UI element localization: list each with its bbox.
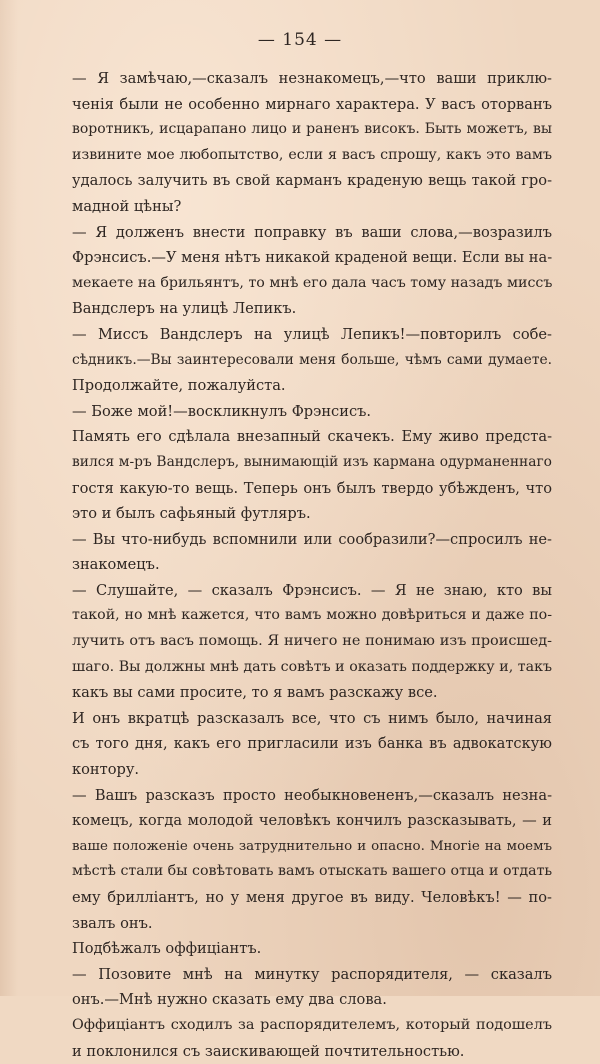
text-line: контору.	[72, 761, 140, 779]
text-line: гостя какую-то вещь. Теперь онъ былъ твердо убѣжденъ, что	[72, 479, 552, 497]
text-line: съ того дня, какъ его пригласили изъ банка въ адвокатскую	[72, 735, 552, 753]
text-line: — Я замѣчаю,—сказалъ незнакомецъ,—что ваши приклю-	[72, 70, 552, 87]
text-line: извините мое любопытство, если я васъ спрошу, какъ это вамъ	[72, 146, 552, 163]
text-line: Продолжайте, пожалуйста.	[72, 377, 286, 395]
text-line: онъ.—Мнѣ нужно сказать ему два слова.	[72, 991, 387, 1009]
text-line: мадной цѣны?	[72, 197, 182, 215]
text-line: воротникъ, исцарапано лицо и раненъ високъ. Быть можетъ, вы	[72, 121, 552, 138]
page-number: — 154 —	[257, 30, 343, 50]
text-line: — Вы что-нибудь вспомнили или сообразили?—спросилъ не-	[72, 530, 552, 548]
text-line: лучить отъ васъ помощь. Я ничего не понимаю изъ происшед-	[72, 633, 552, 650]
text-line: Память его сдѣлала внезапный скачекъ. Ему живо предста-	[72, 428, 552, 446]
text-line: — Вашъ разсказъ просто необыкновененъ,—сказалъ незна-	[72, 786, 552, 804]
text-line: — Слушайте, — сказалъ Фрэнсисъ. — Я не знаю, кто вы	[72, 581, 552, 599]
text-line: сѣдникъ.—Вы заинтересовали меня больше, чѣмъ сами думаете.	[72, 351, 552, 368]
text-line: Фрэнсисъ.—У меня нѣтъ никакой краденой вещи. Если вы на-	[72, 249, 553, 267]
text-line: ваше положеніе очень затруднительно и опасно. Многіе на моемъ	[72, 838, 552, 854]
text-line: комецъ, когда молодой человѣкъ кончилъ разсказывать, — и	[72, 812, 552, 830]
text-line: — Позовите мнѣ на минутку распорядителя, — сказалъ	[72, 965, 552, 983]
text-line: звалъ онъ.	[72, 914, 153, 932]
text-line: знакомецъ.	[72, 556, 160, 574]
text-line: — Я долженъ внести поправку въ ваши слова,—возразилъ	[72, 223, 552, 241]
text-line: удалось залучить въ свой карманъ краденую вещь такой гро-	[72, 172, 552, 190]
text-line: такой, но мнѣ кажется, что вамъ можно довѣриться и даже по-	[72, 607, 552, 624]
text-line: ченія были не особенно мирнаго характера. У васъ оторванъ	[72, 95, 552, 113]
text-line: Подбѣжалъ оффиціантъ.	[72, 940, 262, 958]
text-line: мекаете на брильянтъ, то мнѣ его дала часъ тому назадъ миссъ	[72, 274, 553, 291]
text-line: шаго. Вы должны мнѣ дать совѣтъ и оказать поддержку и, такъ	[72, 658, 552, 675]
text-line: И онъ вкратцѣ разсказалъ все, что съ нимъ было, начиная	[72, 709, 552, 727]
text-line: — Боже мой!—воскликнулъ Фрэнсисъ.	[72, 402, 372, 420]
text-line: какъ вы сами просите, то я вамъ разскажу все.	[72, 684, 438, 702]
text-line: это и былъ сафьяный футляръ.	[72, 505, 311, 523]
text-line: — Миссъ Вандслеръ на улицѣ Лепикъ!—повторилъ собе-	[72, 325, 552, 343]
text-line: вился м-ръ Вандслеръ, вынимающій изъ кармана одурманеннаго	[72, 453, 552, 470]
text-line: и поклонился съ заискивающей почтительностью.	[72, 1042, 465, 1060]
text-line: мѣстѣ стали бы совѣтовать вамъ отыскать вашего отца и отдать	[72, 863, 553, 880]
text-line: ему брилліантъ, но у меня другое въ виду. Человѣкъ! — по-	[72, 889, 552, 906]
body-text	[72, 66, 552, 1064]
text-line: Оффиціантъ сходилъ за распорядителемъ, который подошелъ	[72, 1016, 552, 1033]
text-line: Вандслеръ на улицѣ Лепикъ.	[72, 300, 297, 318]
